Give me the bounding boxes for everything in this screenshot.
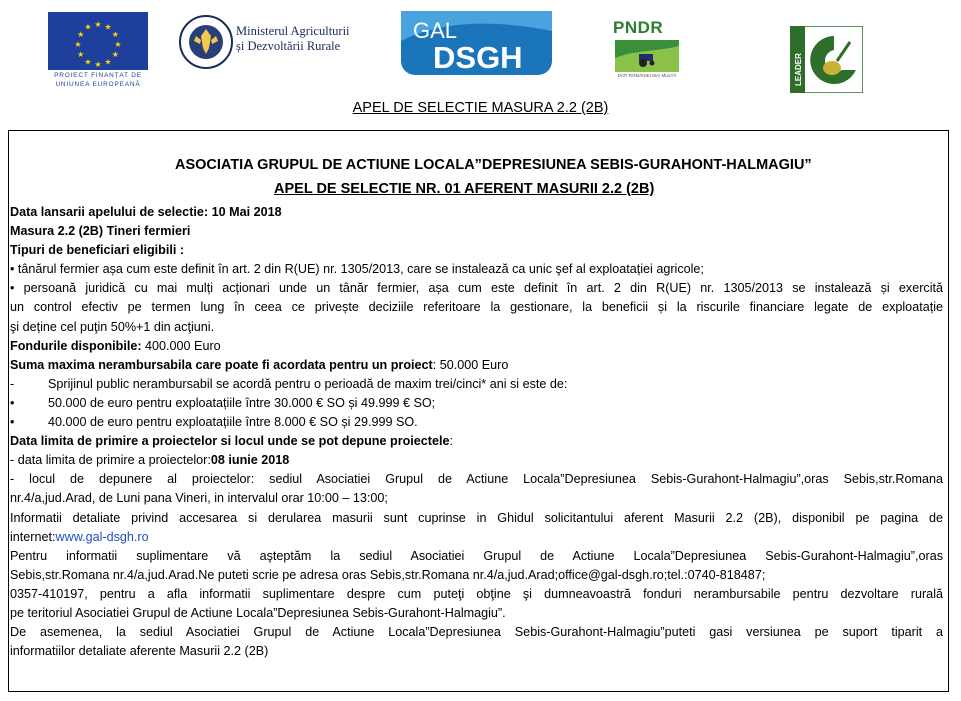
association-title: ASOCIATIA GRUPUL DE ACTIUNE LOCALA”DEPRESIUNEA SEBIS-GURAHONT-HALMAGIU” bbox=[175, 157, 812, 173]
bullet-icon: • bbox=[10, 415, 15, 430]
government-seal-icon bbox=[178, 14, 234, 70]
support-marker: - bbox=[10, 376, 15, 391]
deadline-colon: : bbox=[449, 434, 453, 449]
print-line-2: informatiilor detaliate aferente Masurii 2.2 (2B) bbox=[10, 644, 269, 659]
page-heading: APEL DE SELECTIE MASURA 2.2 (2B) bbox=[352, 100, 609, 116]
eu-logo bbox=[48, 12, 148, 88]
deadline-label: Data limita de primire a proiectelor si locul unde se pot depune proiectele bbox=[10, 434, 450, 449]
gal-dsgh-logo bbox=[401, 11, 552, 75]
ministry-name-1: Ministerul Agriculturii bbox=[236, 24, 350, 38]
info-prefix: internet: bbox=[10, 529, 56, 544]
svg-text:★: ★ bbox=[111, 30, 119, 39]
funds-label: Fondurile disponibile: bbox=[10, 338, 142, 353]
place-line-2: nr.4/a,jud.Arad, de Luni pana Vineri, in intervalul orar 10:00 – 13:00; bbox=[10, 491, 388, 506]
max-amount-label: Suma maxima nerambursabila care poate fi acordata pentru un proiect bbox=[10, 357, 433, 372]
support-item-2 bbox=[10, 413, 943, 432]
deadline-line bbox=[10, 451, 943, 470]
support-item-1-text: 50.000 de euro pentru exploatațiile între 30.000 € SO și 49.999 € SO; bbox=[48, 395, 436, 410]
beneficiary-2-line-1: • persoană juridică cu mai mulți acționari unde un tânăr fermier, așa cum este definit în art. 2 din R(UE) nr. 1305/2013 se instalează și exercită bbox=[10, 281, 943, 296]
support-text: Sprijinul public nerambursabil se acordă pentru o perioadă de maxim trei/cinci* ani si este de: bbox=[48, 376, 568, 391]
svg-text:★: ★ bbox=[104, 22, 112, 32]
svg-text:★: ★ bbox=[94, 60, 102, 69]
call-title: APEL DE SELECTIE NR. 01 AFERENT MASURII 2.2 (2B) bbox=[274, 181, 655, 197]
support-line bbox=[10, 375, 943, 394]
place-line-1: - locul de depunere al proiectelor: sediul Asociatiei Grupul de Actiune Locala”Depresiunea Sebis-Gurahont-Halmagiu”,oras Sebis,str.Romana bbox=[10, 472, 943, 487]
support-item-1 bbox=[10, 394, 943, 413]
pndr-logo bbox=[607, 18, 687, 86]
eu-flag-icon bbox=[48, 12, 148, 70]
svg-text:★: ★ bbox=[114, 40, 122, 49]
svg-text:★: ★ bbox=[74, 40, 82, 49]
bullet-icon: • bbox=[10, 395, 15, 410]
beneficiary-2-line-2: un control efectiv pe termen lung în ceea ce privește deciziile referitoare la gestionare, la beneficii și la riscurile financiare legate de exploatație bbox=[10, 300, 943, 315]
contact-line-4: pe teritoriul Asociatiei Grupul de Actiune Locala”Depresiunea Sebis-Gurahont-Halmagiu”. bbox=[10, 605, 506, 620]
info-line-1: Informatii detaliate privind accesarea si derularea masurii sunt cuprinse in Ghidul solicitantului aferent Masurii 2.2 (2B), disponibil pe pagina de bbox=[10, 510, 943, 525]
svg-text:★: ★ bbox=[77, 30, 85, 39]
beneficiary-2-line-3: şi deține cel puţin 50%+1 din acţiuni. bbox=[10, 319, 215, 334]
launch-date: Data lansarii apelului de selectie: 10 Mai 2018 bbox=[10, 205, 282, 219]
ministry-logo bbox=[178, 14, 393, 76]
info-line-2 bbox=[10, 528, 943, 547]
svg-text:★: ★ bbox=[77, 50, 85, 59]
svg-text:★: ★ bbox=[84, 57, 92, 67]
pndr-subtitle: DATI ROMÂNIEI MAI MULTĂ bbox=[617, 73, 677, 78]
ministry-name-2: și Dezvoltării Rurale bbox=[236, 39, 341, 53]
beneficiaries-label: Tipuri de beneficiari eligibili : bbox=[10, 243, 185, 258]
funds-line bbox=[10, 337, 943, 356]
funds-value: 400.000 Euro bbox=[141, 338, 221, 353]
gal-text-2: DSGH bbox=[433, 40, 523, 75]
leader-label: LEADER bbox=[794, 53, 803, 86]
eu-caption-1: PROIECT FINANȚAT DE bbox=[54, 72, 142, 79]
tractor-field-icon bbox=[615, 40, 679, 72]
announcement-body bbox=[10, 203, 943, 661]
svg-text:★: ★ bbox=[84, 22, 92, 32]
deadline-prefix: - data limita de primire a proiectelor: bbox=[10, 453, 211, 468]
deadline-value: 08 iunie 2018 bbox=[210, 453, 290, 468]
gal-text-1: GAL bbox=[413, 18, 458, 43]
eu-caption-2: UNIUNEA EUROPEANĂ bbox=[55, 81, 141, 88]
print-line-1: De asemenea, la sediul Asociatiei Grupul de Actiune Locala”Depresiunea Sebis-Gurahont-Halmagiu”puteti gasi versiunea pe suport tiparit a bbox=[10, 625, 943, 640]
pndr-title: PNDR bbox=[613, 18, 664, 37]
contact-line-2: Sebis,str.Romana nr.4/a,jud.Arad.Ne puteti scrie pe adresa oras Sebis,str.Romana nr.4/a,jud.Arad;office@gal-dsgh.ro;tel.:0740-818487; bbox=[10, 567, 766, 582]
contact-line-1: Pentru informatii suplimentare vă aşteptăm la sediul Asociatiei Grupul de Actiune Locala”Depresiunea Sebis-Gurahont-Halmagiu”,oras bbox=[10, 548, 943, 563]
max-amount-value: : 50.000 Euro bbox=[432, 357, 509, 372]
leader-logo bbox=[790, 26, 863, 93]
website-link[interactable]: www.gal-dsgh.ro bbox=[55, 529, 149, 544]
measure-line: Masura 2.2 (2B) Tineri fermieri bbox=[10, 224, 191, 239]
beneficiary-1: • tânărul fermier așa cum este definit în art. 2 din R(UE) nr. 1305/2013, care se instalează ca unic şef al exploatației agricole; bbox=[10, 262, 704, 277]
contact-line-3: 0357-410197, pentru a afla informatii suplimentare despre cum puteţi obţine şi dumneavoastră fonduri nerambursabile pentru dezvoltare rurală bbox=[10, 586, 943, 601]
svg-text:★: ★ bbox=[94, 20, 102, 29]
svg-text:★: ★ bbox=[104, 57, 112, 67]
support-item-2-text: 40.000 de euro pentru exploatațiile între 8.000 € SO și 29.999 SO. bbox=[48, 415, 418, 430]
max-amount-line bbox=[10, 356, 943, 375]
svg-text:★: ★ bbox=[111, 50, 119, 59]
deadline-heading bbox=[10, 432, 943, 451]
